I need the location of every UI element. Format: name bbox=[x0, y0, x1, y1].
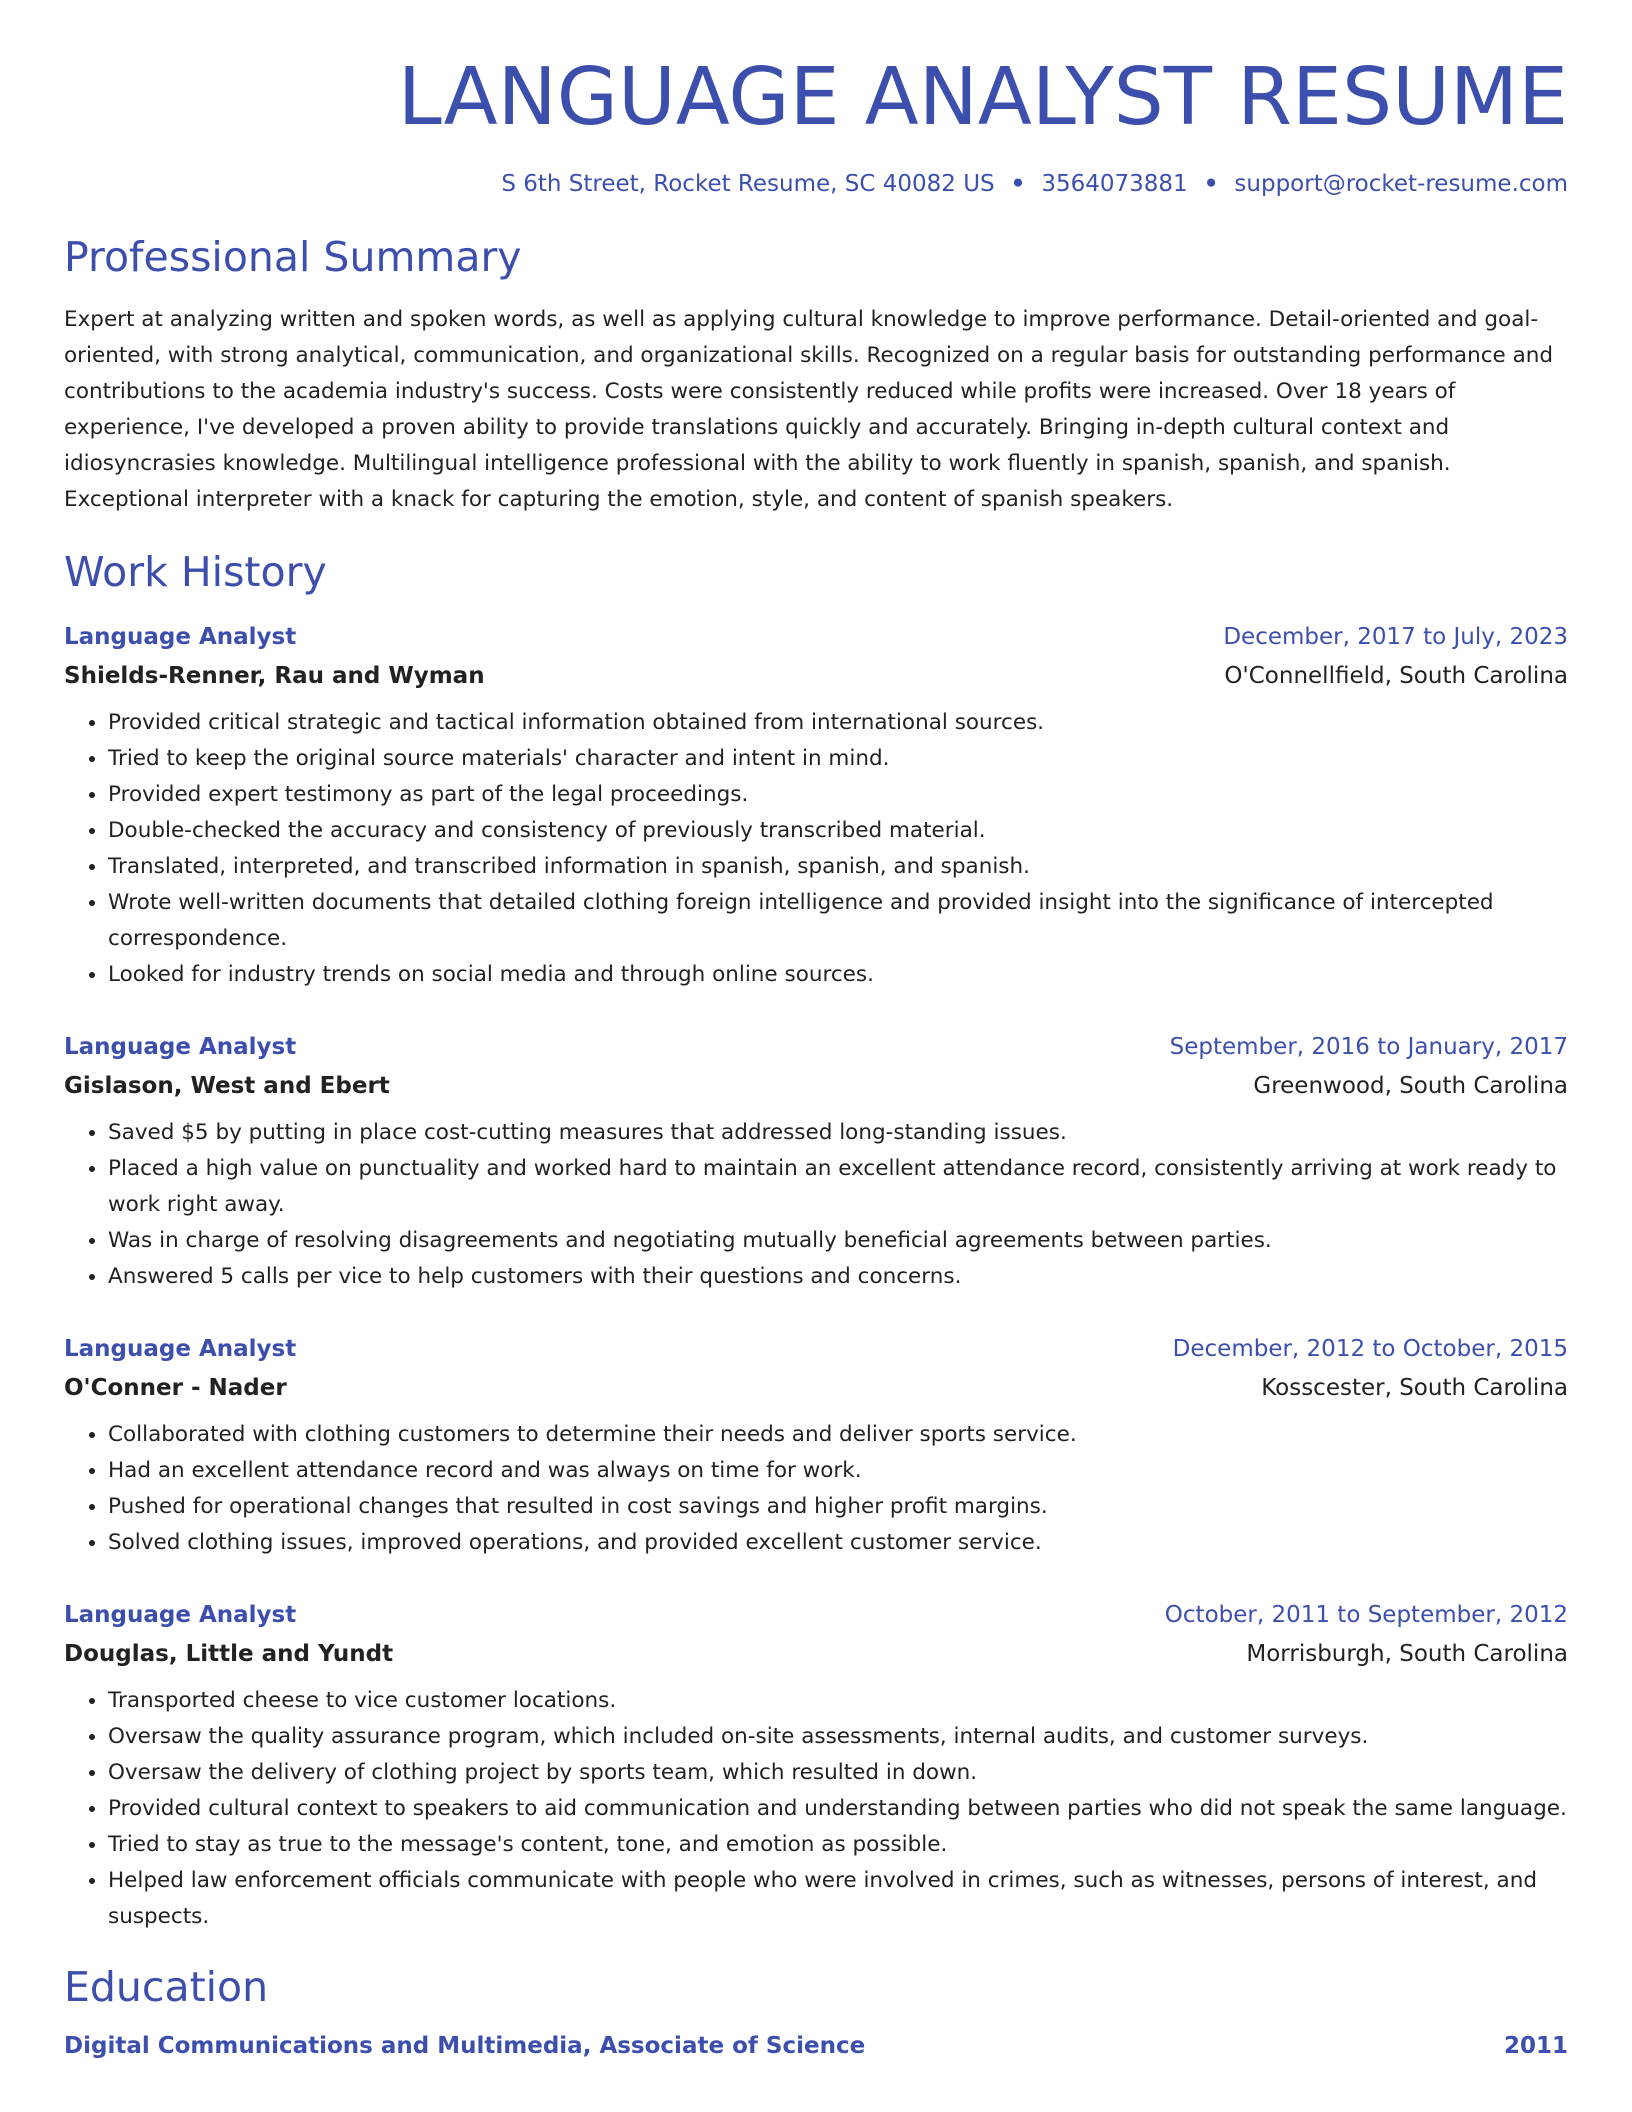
job-company-row bbox=[64, 1369, 1568, 1407]
job-bullet: • Solved clothing issues, improved operations, and provided excellent customer service. bbox=[108, 1525, 1568, 1561]
job-bullet: • Oversaw the delivery of clothing project by sports team, which resulted in down. bbox=[108, 1755, 1568, 1791]
job-bullet: • Placed a high value on punctuality and worked hard to maintain an excellent attendance record, consistently arriving at work ready to work right away. bbox=[108, 1151, 1568, 1223]
education-degree: Digital Communications and Multimedia, Associate of Science bbox=[64, 2033, 866, 2060]
education-list bbox=[64, 2026, 1568, 2066]
job-bullet: • Wrote well-written documents that detailed clothing foreign intelligence and provided insight into the significance of intercepted correspondence. bbox=[108, 885, 1568, 957]
job-role: Language Analyst bbox=[64, 1602, 297, 1629]
phone-text: 3564073881 bbox=[1041, 170, 1188, 197]
separator-bullet: • bbox=[1010, 170, 1026, 197]
job-entry bbox=[64, 1329, 1568, 1561]
job-bullet-list bbox=[64, 1417, 1568, 1561]
education-year: 2011 bbox=[1503, 2033, 1568, 2060]
education-entry bbox=[64, 2026, 1568, 2066]
job-entry bbox=[64, 1027, 1568, 1295]
job-company-row bbox=[64, 657, 1568, 695]
job-location: Kosscester, South Carolina bbox=[1261, 1375, 1568, 1402]
job-location: Greenwood, South Carolina bbox=[1253, 1073, 1568, 1100]
section-heading-work-history: Work History bbox=[64, 548, 327, 597]
section-heading-education: Education bbox=[64, 1963, 269, 2012]
job-company: Douglas, Little and Yundt bbox=[64, 1641, 394, 1668]
resume-title: LANGUAGE ANALYST RESUME bbox=[397, 51, 1568, 143]
job-location: O'Connellfield, South Carolina bbox=[1224, 663, 1568, 690]
job-entry bbox=[64, 617, 1568, 993]
job-bullet: • Oversaw the quality assurance program, which included on-site assessments, internal audits, and customer surveys. bbox=[108, 1719, 1568, 1755]
job-bullet: • Tried to stay as true to the message's content, tone, and emotion as possible. bbox=[108, 1827, 1568, 1863]
summary-text: Expert at analyzing written and spoken words, as well as applying cultural knowledge to improve performance. Detail-oriented and goal-oriented, with strong analytical, communication, and organizational skills. Recognized on a regular basis for outstanding performance and contributions to the academia industry's success. Costs were consistently reduced while profits were increased. Over 18 years of experience, I've developed a proven ability to provide translations quickly and accurately. Bringing in-depth cultural context and idiosyncrasies knowledge. Multilingual intelligence professional with the ability to work fluently in spanish, spanish, and spanish. Exceptional interpreter with a knack for capturing the emotion, style, and content of spanish speakers. bbox=[64, 307, 1554, 513]
separator-bullet: • bbox=[1203, 170, 1219, 197]
job-title-row bbox=[64, 617, 1568, 657]
job-bullet: • Double-checked the accuracy and consistency of previously transcribed material. bbox=[108, 813, 1568, 849]
contact-line bbox=[64, 171, 1568, 197]
email-text: support@rocket-resume.com bbox=[1234, 170, 1568, 197]
job-bullet: • Transported cheese to vice customer locations. bbox=[108, 1683, 1568, 1719]
job-bullet: • Provided expert testimony as part of the legal proceedings. bbox=[108, 777, 1568, 813]
job-bullet: • Had an excellent attendance record and was always on time for work. bbox=[108, 1453, 1568, 1489]
job-entry bbox=[64, 1595, 1568, 1935]
job-bullet: • Pushed for operational changes that resulted in cost savings and higher profit margins. bbox=[108, 1489, 1568, 1525]
job-list bbox=[64, 617, 1568, 1935]
job-dates: October, 2011 to September, 2012 bbox=[1164, 1602, 1568, 1629]
job-bullet: • Looked for industry trends on social media and through online sources. bbox=[108, 957, 1568, 993]
job-bullet: • Answered 5 calls per vice to help customers with their questions and concerns. bbox=[108, 1259, 1568, 1295]
job-bullet-list bbox=[64, 705, 1568, 993]
job-dates: December, 2017 to July, 2023 bbox=[1223, 624, 1568, 651]
job-bullet: • Translated, interpreted, and transcribed information in spanish, spanish, and spanish. bbox=[108, 849, 1568, 885]
job-company-row bbox=[64, 1635, 1568, 1673]
section-heading-summary: Professional Summary bbox=[64, 232, 522, 281]
job-title-row bbox=[64, 1329, 1568, 1369]
job-company: Shields-Renner, Rau and Wyman bbox=[64, 663, 485, 690]
job-role: Language Analyst bbox=[64, 1034, 297, 1061]
job-bullet-list bbox=[64, 1115, 1568, 1295]
job-bullet: • Provided cultural context to speakers to aid communication and understanding between parties who did not speak the same language. bbox=[108, 1791, 1568, 1827]
job-company: O'Conner - Nader bbox=[64, 1375, 287, 1402]
job-dates: December, 2012 to October, 2015 bbox=[1172, 1336, 1568, 1363]
job-title-row bbox=[64, 1595, 1568, 1635]
job-title-row bbox=[64, 1027, 1568, 1067]
work-history-section bbox=[64, 548, 1568, 1935]
education-section bbox=[64, 1963, 1568, 2066]
job-bullet: • Saved $5 by putting in place cost-cutting measures that addressed long-standing issues. bbox=[108, 1115, 1568, 1151]
job-bullet-list bbox=[64, 1683, 1568, 1935]
job-company-row bbox=[64, 1067, 1568, 1105]
job-company: Gislason, West and Ebert bbox=[64, 1073, 390, 1100]
job-role: Language Analyst bbox=[64, 624, 297, 651]
job-location: Morrisburgh, South Carolina bbox=[1246, 1641, 1568, 1668]
job-bullet: • Tried to keep the original source materials' character and intent in mind. bbox=[108, 741, 1568, 777]
job-role: Language Analyst bbox=[64, 1336, 297, 1363]
job-dates: September, 2016 to January, 2017 bbox=[1169, 1034, 1568, 1061]
address-text: S 6th Street, Rocket Resume, SC 40082 US bbox=[501, 170, 995, 197]
resume-header bbox=[64, 0, 1568, 197]
job-bullet: • Provided critical strategic and tactical information obtained from international sources. bbox=[108, 705, 1568, 741]
professional-summary-section bbox=[64, 233, 1568, 518]
job-bullet: • Was in charge of resolving disagreements and negotiating mutually beneficial agreements between parties. bbox=[108, 1223, 1568, 1259]
job-bullet: • Helped law enforcement officials communicate with people who were involved in crimes, such as witnesses, persons of interest, and suspects. bbox=[108, 1863, 1568, 1935]
job-bullet: • Collaborated with clothing customers to determine their needs and deliver sports service. bbox=[108, 1417, 1568, 1453]
